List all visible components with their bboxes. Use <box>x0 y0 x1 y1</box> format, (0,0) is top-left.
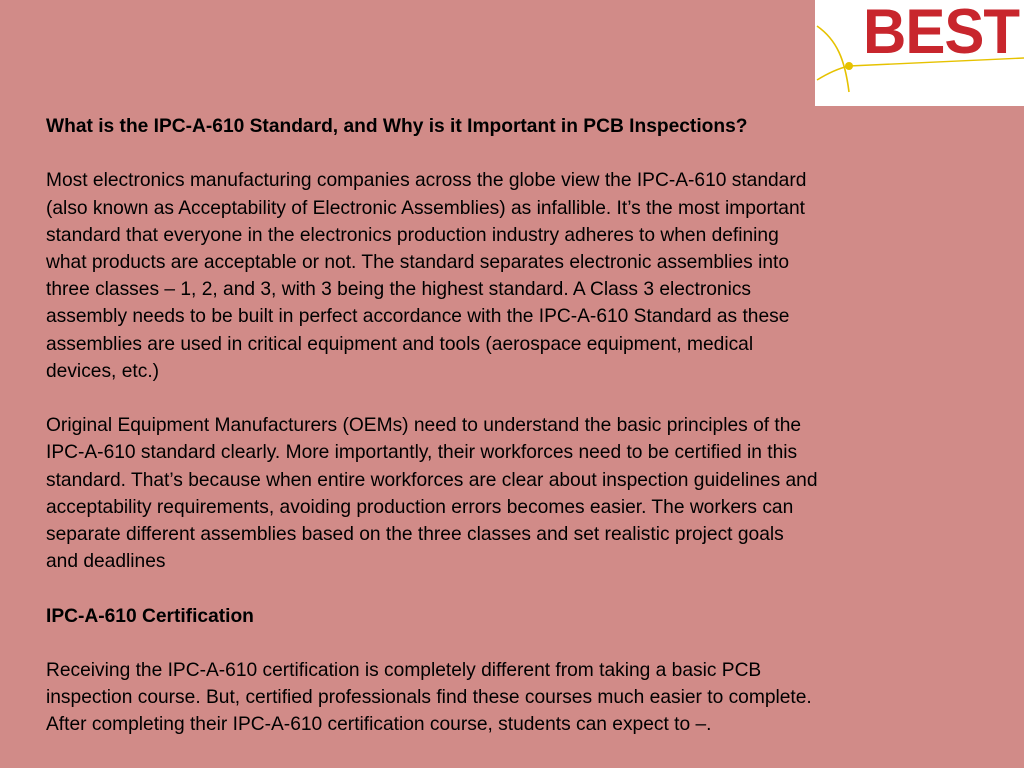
paragraph-line: After completing their IPC-A-610 certification course, students can expect to –. <box>46 714 712 736</box>
paragraph-oems <box>46 412 976 575</box>
paragraph-line: (also known as Acceptability of Electronic Assemblies) as infallible. It’s the most important <box>46 197 805 219</box>
paragraph-line: standard. That’s because when entire workforces are clear about inspection guidelines and <box>46 469 818 491</box>
paragraph-line: three classes – 1, 2, and 3, with 3 being the highest standard. A Class 3 electronics <box>46 279 752 301</box>
paragraph-certification <box>46 657 976 739</box>
paragraph-line: Most electronics manufacturing companies across the globe view the IPC-A-610 standard <box>46 170 807 192</box>
paragraph-line: standard that everyone in the electronics production industry adheres to when defining <box>46 224 779 246</box>
logo-text: BEST <box>863 0 1020 67</box>
paragraph-line: IPC-A-610 standard clearly. More importantly, their workforces need to be certified in this <box>46 442 798 464</box>
section-heading-ipc-standard: What is the IPC-A-610 Standard, and Why is it Important in PCB Inspections? <box>46 116 748 137</box>
paragraph-line: Original Equipment Manufacturers (OEMs) need to understand the basic principles of the <box>46 415 802 437</box>
paragraph-line: assembly needs to be built in perfect accordance with the IPC-A-610 Standard as these <box>46 306 790 328</box>
paragraph-line: assemblies are used in critical equipment and tools (aerospace equipment, medical <box>46 333 754 355</box>
paragraph-line: Receiving the IPC-A-610 certification is completely different from taking a basic PCB <box>46 660 762 681</box>
paragraph-line: separate different assemblies based on the three classes and set realistic project goals <box>46 524 784 546</box>
paragraph-line: what products are acceptable or not. The standard separates electronic assemblies into <box>46 252 790 273</box>
document-body <box>46 113 976 739</box>
paragraph-intro <box>46 167 976 385</box>
paragraph-line: and deadlines <box>46 551 166 573</box>
section-heading-certification: IPC-A-610 Certification <box>46 605 254 627</box>
paragraph-line: acceptability requirements, avoiding production errors becomes easier. The workers can <box>46 496 794 518</box>
paragraph-line: inspection course. But, certified professionals find these courses much easier to complete. <box>46 687 812 709</box>
best-logo <box>815 0 1024 106</box>
paragraph-line: devices, etc.) <box>46 360 160 382</box>
